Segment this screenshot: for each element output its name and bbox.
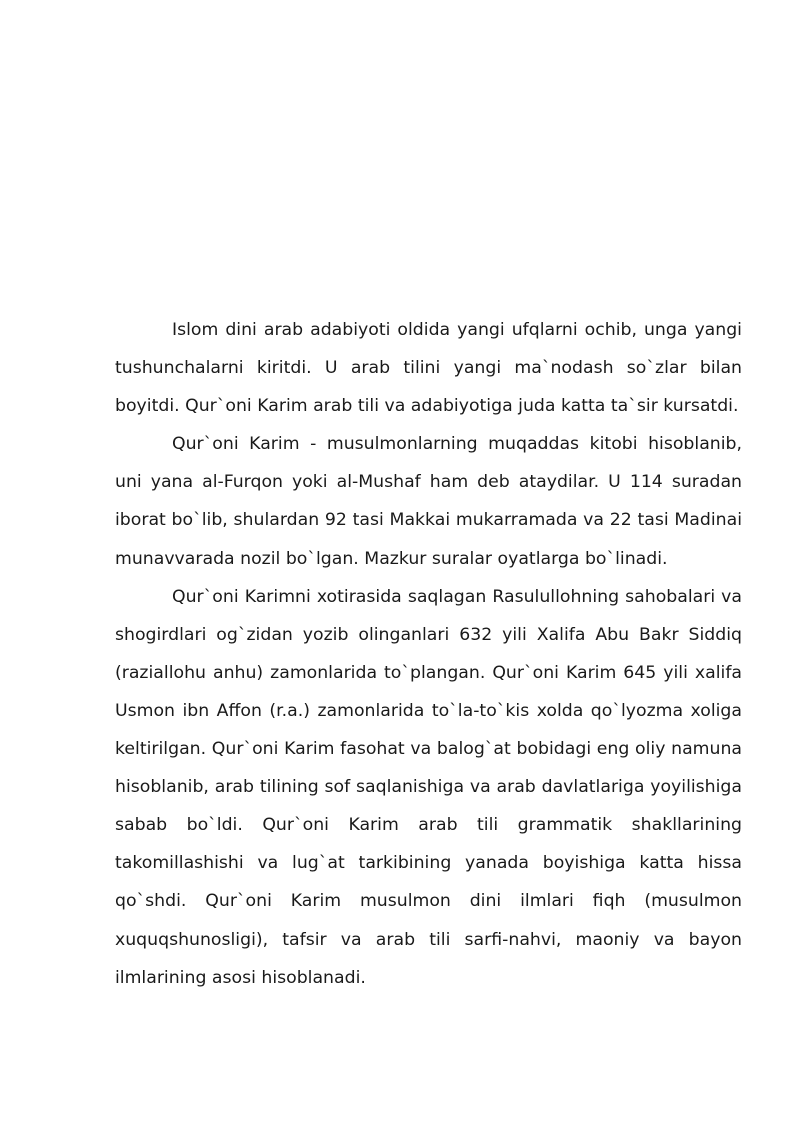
document-body	[115, 311, 742, 997]
paragraph-quran-structure: Qur`oni Karim - musulmonlarning muqaddas kitobi hisoblanib, uni yana al-Furqon yoki al-Mushaf ham deb ataydilar. U 114 suradan iborat bo`lib, shulardan 92 tasi Makkai mukarramada va 22 tasi Madinai munavvarada nozil bo`lgan. Mazkur suralar oyatlarga bo`linadi.	[115, 434, 742, 569]
paragraph-quran-history: Qur`oni Karimni xotirasida saqlagan Rasulullohning sahobalari va shogirdlari og`zidan yozib olinganlari 632 yili Xalifa Abu Bakr Siddiq (raziallohu anhu) zamonlarida to`plangan. Qur`oni Karim 645 yili xalifa Usmon ibn Affon (r.a.) zamonlarida to`la-to`kis xolda qo`lyozma xoliga keltirilgan. Qur`oni Karim fasohat va balog`at bobidagi eng oliy namuna hisoblanib, arab tilining sof saqlanishiga va arab davlatlariga yoyilishiga sabab bo`ldi. Qur`oni Karim arab tili grammatik shakllarining takomillashishi va lug`at tarkibining yanada boyishiga katta hissa qo`shdi. Qur`oni Karim musulmon dini ilmlari fiqh (musulmon xuquqshunosligi), tafsir va arab tili sarfi-nahvi, maoniy va bayon ilmlarining asosi hisoblanadi.	[115, 586, 742, 988]
paragraph-islam-arabic-literature: Islom dini arab adabiyoti oldida yangi ufqlarni ochib, unga yangi tushunchalarni kiritdi. U arab tilini yangi ma`nodash so`zlar bilan boyitdi. Qur`oni Karim arab tili va adabiyotiga juda katta ta`sir kursatdi.	[115, 320, 742, 417]
